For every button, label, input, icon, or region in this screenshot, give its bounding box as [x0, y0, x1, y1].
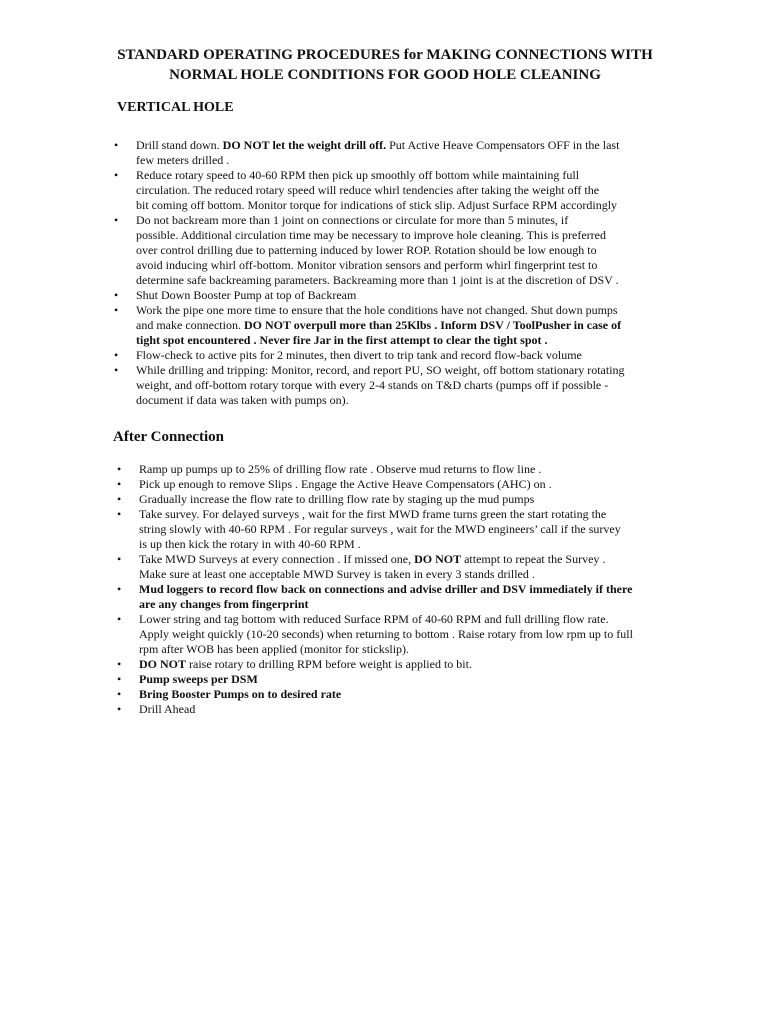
list-item-text — [139, 492, 655, 507]
list-item-text — [139, 582, 655, 612]
list-item — [0, 462, 655, 477]
bullet-icon: • — [114, 138, 119, 152]
bullet-icon: • — [114, 363, 119, 377]
text-run: raise rotary to drilling RPM before weight is applied to bit. — [186, 657, 472, 671]
text-run: Do not backream more than 1 joint on connections or circulate for more than 5 minutes, if — [136, 213, 569, 227]
bold-text: DO NOT — [139, 657, 187, 671]
text-line — [139, 462, 655, 477]
bullet-icon: • — [117, 702, 122, 716]
list-item-text — [136, 168, 656, 213]
text-line — [139, 687, 655, 702]
bullet-icon: • — [114, 168, 119, 182]
list-item-text — [136, 288, 656, 303]
text-line — [136, 168, 656, 183]
text-line — [136, 153, 656, 168]
bold-text: are any changes from fingerprint — [139, 597, 309, 611]
text-run: possible. Additional circulation time may be necessary to improve hole cleaning. This is preferred — [136, 228, 606, 242]
bullet-icon: • — [114, 288, 119, 302]
text-run: Take survey. For delayed surveys , wait for the first MWD frame turns green the start rotating the — [139, 507, 607, 521]
text-run: Flow-check to active pits for 2 minutes, then divert to trip tank and record flow-back volume — [136, 348, 582, 362]
list-item — [0, 213, 656, 288]
list-item — [0, 138, 656, 168]
text-line — [136, 183, 656, 198]
text-run: bit coming off bottom. Monitor torque for indications of stick slip. Adjust Surface RPM accordingly — [136, 198, 618, 212]
document-title — [90, 45, 680, 85]
bullet-icon: • — [114, 303, 119, 317]
bold-text: Mud loggers to record flow back on connections and advise driller and DSV immediately if there — [139, 582, 633, 596]
text-line — [136, 138, 656, 153]
list-item-text — [139, 702, 655, 717]
bullet-icon: • — [114, 348, 119, 362]
text-line — [136, 288, 656, 303]
text-run: and make connection. — [136, 318, 244, 332]
list-item-text — [139, 507, 655, 552]
text-run: circulation. The reduced rotary speed will reduce whirl tendencies after taking the weight off the — [136, 183, 600, 197]
section-heading-vertical-hole: VERTICAL HOLE — [117, 100, 234, 115]
text-run: Take MWD Surveys at every connection . If missed one, — [139, 552, 415, 566]
list-item-text — [136, 363, 656, 408]
text-line — [139, 642, 655, 657]
vertical-hole-list — [0, 138, 768, 408]
text-run: Lower string and tag bottom with reduced Surface RPM of 40-60 RPM and full drilling flow rate. — [139, 612, 609, 626]
text-line — [136, 378, 656, 393]
bold-text: DO NOT overpull more than 25Klbs . Inform DSV / ToolPusher in case of — [243, 318, 622, 332]
text-line — [139, 612, 655, 627]
list-item — [0, 348, 656, 363]
list-item-text — [136, 138, 656, 168]
text-run: Apply weight quickly (10-20 seconds) when returning to bottom . Raise rotary from low rpm up to full — [139, 627, 633, 641]
text-line — [139, 597, 655, 612]
text-line — [139, 552, 655, 567]
text-run: rpm after WOB has been applied (monitor for stickslip). — [139, 642, 410, 656]
text-run: weight, and off-bottom rotary torque with every 2-4 stands on T&D charts (pumps off if possible - — [136, 378, 609, 392]
list-item-text — [136, 348, 656, 363]
text-line — [139, 657, 655, 672]
text-line — [136, 348, 656, 363]
text-run: Reduce rotary speed to 40-60 RPM then pick up smoothly off bottom while maintaining full — [136, 168, 580, 182]
text-line — [136, 258, 656, 273]
list-item — [0, 552, 655, 582]
text-run: avoid inducing whirl off-bottom. Monitor vibration sensors and perform whirl fingerprint test to — [136, 258, 598, 272]
text-line — [139, 522, 655, 537]
list-item-text — [136, 303, 656, 348]
bullet-icon: • — [117, 657, 122, 671]
text-run: Make sure at least one acceptable MWD Survey is taken in every 3 stands drilled . — [139, 567, 535, 581]
list-item-text — [139, 687, 655, 702]
text-run: document if data was taken with pumps on). — [136, 393, 349, 407]
list-item-text — [139, 612, 655, 657]
bullet-icon: • — [117, 612, 122, 626]
text-line — [139, 627, 655, 642]
list-item — [0, 657, 655, 672]
bullet-icon: • — [117, 492, 122, 506]
text-run: Drill stand down. — [136, 138, 223, 152]
list-item — [0, 612, 655, 657]
list-item — [0, 363, 656, 408]
bold-text: tight spot encountered . Never fire Jar in the first attempt to clear the tight spot . — [136, 333, 548, 347]
list-item — [0, 687, 655, 702]
section-heading-after-connection: After Connection — [113, 429, 224, 445]
text-run: Gradually increase the flow rate to drilling flow rate by staging up the mud pumps — [139, 492, 535, 506]
list-item — [0, 702, 655, 717]
list-item — [0, 477, 655, 492]
list-item — [0, 288, 656, 303]
text-run: is up then kick the rotary in with 40-60 RPM . — [139, 537, 361, 551]
list-item — [0, 303, 656, 348]
text-line — [136, 333, 656, 348]
text-run: few meters drilled . — [136, 153, 230, 167]
bold-text: Bring Booster Pumps on to desired rate — [139, 687, 342, 701]
text-run: Drill Ahead — [139, 702, 196, 716]
bullet-icon: • — [114, 213, 119, 227]
text-run: While drilling and tripping: Monitor, record, and report PU, SO weight, off bottom stationary rotating — [136, 363, 625, 377]
list-item — [0, 672, 655, 687]
text-run: Shut Down Booster Pump at top of Backream — [136, 288, 357, 302]
list-item — [0, 168, 656, 213]
text-line — [136, 303, 656, 318]
bullet-icon: • — [117, 552, 122, 566]
bullet-icon: • — [117, 477, 122, 491]
text-line — [136, 228, 656, 243]
text-run: Ramp up pumps up to 25% of drilling flow rate . Observe mud returns to flow line . — [139, 462, 542, 476]
text-line — [139, 567, 655, 582]
list-item-text — [139, 462, 655, 477]
bullet-icon: • — [117, 462, 122, 476]
bold-text: DO NOT let the weight drill off. — [222, 138, 387, 152]
after-connection-list — [0, 462, 768, 717]
text-line — [139, 492, 655, 507]
text-run: Put Active Heave Compensators OFF in the last — [386, 138, 620, 152]
text-line — [139, 582, 655, 597]
list-item-text — [136, 213, 656, 288]
text-run: Work the pipe one more time to ensure that the hole conditions have not changed. Shut down pumps — [136, 303, 618, 317]
bullet-icon: • — [117, 687, 122, 701]
text-run: Pick up enough to remove Slips . Engage the Active Heave Compensators (AHC) on . — [139, 477, 552, 491]
text-line — [136, 243, 656, 258]
text-run: determine safe backreaming parameters. Backreaming more than 1 joint is at the discretion of DSV . — [136, 273, 619, 287]
text-line — [136, 198, 656, 213]
bold-text: Pump sweeps per DSM — [139, 672, 258, 686]
list-item — [0, 582, 655, 612]
bullet-icon: • — [117, 672, 122, 686]
title-line-2: NORMAL HOLE CONDITIONS FOR GOOD HOLE CLEANING — [169, 67, 601, 83]
text-line — [139, 477, 655, 492]
text-line — [139, 672, 655, 687]
text-run: attempt to repeat the Survey . — [461, 552, 606, 566]
text-line — [139, 507, 655, 522]
text-line — [136, 318, 656, 333]
bold-text: DO NOT — [414, 552, 462, 566]
bullet-icon: • — [117, 582, 122, 596]
list-item-text — [139, 657, 655, 672]
list-item-text — [139, 477, 655, 492]
text-line — [136, 213, 656, 228]
title-line-1: STANDARD OPERATING PROCEDURES for MAKING CONNECTIONS WITH — [117, 47, 653, 63]
text-run: string slowly with 40-60 RPM . For regular surveys , wait for the MWD engineers’ call if the survey — [139, 522, 621, 536]
text-run: over control drilling due to patterning induced by lower ROP. Rotation should be low enough to — [136, 243, 597, 257]
text-line — [136, 273, 656, 288]
text-line — [136, 393, 656, 408]
text-line — [136, 363, 656, 378]
text-line — [139, 702, 655, 717]
text-line — [139, 537, 655, 552]
list-item — [0, 492, 655, 507]
list-item-text — [139, 552, 655, 582]
list-item-text — [139, 672, 655, 687]
bullet-icon: • — [117, 507, 122, 521]
list-item — [0, 507, 655, 552]
